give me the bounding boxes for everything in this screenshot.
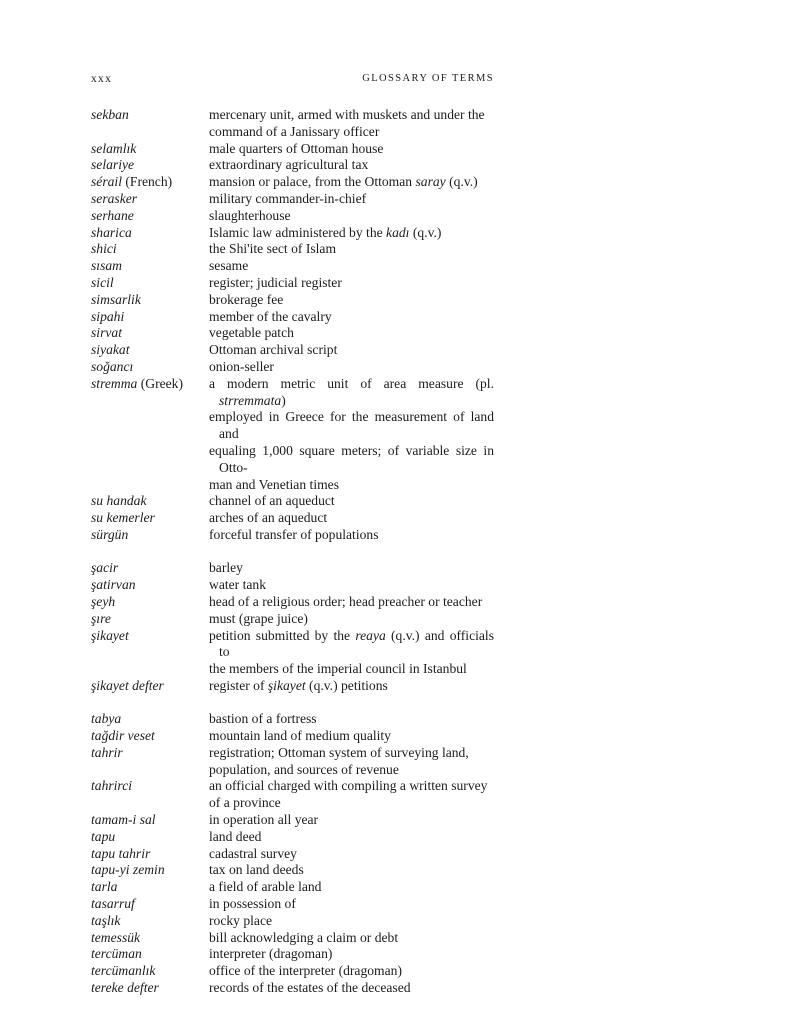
glossary-entry bbox=[91, 678, 494, 695]
entry-definition: male quarters of Ottoman house bbox=[209, 140, 384, 156]
entry-definition: extraordinary agricultural tax bbox=[209, 157, 369, 173]
entry-term: su handak bbox=[91, 493, 147, 509]
glossary-entry bbox=[91, 862, 494, 879]
entry-term: selariye bbox=[91, 157, 135, 173]
glossary-entry bbox=[91, 527, 494, 544]
glossary-entry bbox=[91, 913, 494, 930]
entry-definition: onion-seller bbox=[209, 358, 274, 374]
glossary-entry bbox=[91, 342, 494, 359]
entry-term: tereke defter bbox=[91, 980, 159, 996]
glossary-entry bbox=[91, 560, 494, 577]
entry-term: sirvat bbox=[91, 325, 122, 341]
entry-definition: military commander-in-chief bbox=[209, 190, 367, 206]
entry-term: sısam bbox=[91, 258, 122, 274]
glossary-entry bbox=[91, 728, 494, 745]
entry-term: serhane bbox=[91, 207, 134, 223]
glossary-list bbox=[91, 107, 494, 997]
glossary-entry bbox=[91, 107, 494, 141]
entry-definition: in operation all year bbox=[209, 812, 319, 828]
entry-term: sürgün bbox=[91, 526, 129, 542]
entry-term: simsarlik bbox=[91, 291, 141, 307]
entry-definition: must (grape juice) bbox=[209, 610, 308, 626]
entry-term: tahrirci bbox=[91, 778, 133, 794]
glossary-entry bbox=[91, 577, 494, 594]
glossary-entry bbox=[91, 510, 494, 527]
glossary-entry bbox=[91, 191, 494, 208]
entry-definition: channel of an aqueduct bbox=[209, 493, 335, 509]
glossary-entry bbox=[91, 359, 494, 376]
entry-term: şatirvan bbox=[91, 577, 136, 593]
glossary-entry bbox=[91, 376, 494, 494]
entry-term: selamlık bbox=[91, 140, 137, 156]
page-number: xxx bbox=[91, 73, 113, 85]
entry-definition: office of the interpreter (dragoman) bbox=[209, 963, 402, 979]
entry-definition: records of the estates of the deceased bbox=[209, 980, 411, 996]
entry-term: soğancı bbox=[91, 358, 134, 374]
glossary-entry bbox=[91, 946, 494, 963]
entry-term: tahrir bbox=[91, 744, 123, 760]
entry-definition: petition submitted by the reaya (q.v.) and officials to the members of the imperial council in Istanbul bbox=[209, 627, 494, 677]
entry-term: su kemerler bbox=[91, 510, 155, 526]
entry-definition: member of the cavalry bbox=[209, 308, 332, 324]
glossary-entry bbox=[91, 879, 494, 896]
entry-term: serasker bbox=[91, 190, 138, 206]
entry-term: şikayet bbox=[91, 627, 129, 643]
entry-term: sekban bbox=[91, 107, 129, 122]
entry-definition: bastion of a fortress bbox=[209, 711, 317, 727]
entry-term: stremma (Greek) bbox=[91, 375, 183, 391]
glossary-entry bbox=[91, 292, 494, 309]
glossary-entry bbox=[91, 594, 494, 611]
entry-term: şeyh bbox=[91, 593, 116, 609]
entry-definition: head of a religious order; head preacher or teacher bbox=[209, 593, 483, 609]
glossary-entry bbox=[91, 711, 494, 728]
glossary-entry bbox=[91, 611, 494, 628]
glossary-entry bbox=[91, 980, 494, 997]
entry-definition: an official charged with compiling a written survey of a province bbox=[209, 778, 488, 811]
entry-definition: bill acknowledging a claim or debt bbox=[209, 929, 399, 945]
entry-definition: Islamic law administered by the kadı (q.v.) bbox=[209, 224, 442, 240]
entry-term: tamam-i sal bbox=[91, 812, 156, 828]
running-head: GLOSSARY OF TERMS bbox=[362, 73, 494, 84]
entry-definition: slaughterhouse bbox=[209, 207, 291, 223]
entry-term: temessük bbox=[91, 929, 141, 945]
glossary-entry bbox=[91, 493, 494, 510]
section-gap bbox=[91, 544, 494, 561]
glossary-entry bbox=[91, 208, 494, 225]
glossary-entry bbox=[91, 258, 494, 275]
entry-definition: cadastral survey bbox=[209, 845, 297, 861]
entry-term: sicil bbox=[91, 274, 114, 290]
entry-term: şikayet defter bbox=[91, 677, 164, 693]
entry-definition: sesame bbox=[209, 258, 249, 274]
entry-definition: mountain land of medium quality bbox=[209, 728, 391, 744]
entry-definition: vegetable patch bbox=[209, 325, 294, 341]
entry-term: taşlık bbox=[91, 912, 121, 928]
glossary-entry bbox=[91, 325, 494, 342]
glossary-entry bbox=[91, 174, 494, 191]
entry-definition: tax on land deeds bbox=[209, 862, 304, 878]
glossary-entry bbox=[91, 829, 494, 846]
entry-definition: brokerage fee bbox=[209, 291, 284, 307]
entry-term: tasarruf bbox=[91, 896, 135, 912]
glossary-entry bbox=[91, 745, 494, 779]
entry-definition: land deed bbox=[209, 828, 262, 844]
entry-definition: a modern metric unit of area measure (pl. strremmata) employed in Greece for the measurement of land and equaling 1,000 square meters; of variable size in Otto- man and Venetian times bbox=[209, 375, 494, 492]
glossary-entry bbox=[91, 896, 494, 913]
entry-term: tapu-yi zemin bbox=[91, 862, 165, 878]
entry-term: şıre bbox=[91, 610, 111, 626]
entry-term: sipahi bbox=[91, 308, 125, 324]
entry-term: şacir bbox=[91, 560, 119, 576]
entry-definition: in possession of bbox=[209, 896, 296, 912]
entry-definition: registration; Ottoman system of surveying land, population, and sources of revenue bbox=[209, 744, 469, 777]
page-header bbox=[91, 73, 494, 89]
glossary-entry bbox=[91, 157, 494, 174]
entry-definition: forceful transfer of populations bbox=[209, 526, 379, 542]
entry-definition: register; judicial register bbox=[209, 274, 342, 290]
entry-definition: barley bbox=[209, 560, 243, 576]
glossary-entry bbox=[91, 778, 494, 812]
glossary-entry bbox=[91, 812, 494, 829]
entry-term: siyakat bbox=[91, 342, 130, 358]
entry-definition: mansion or palace, from the Ottoman saray (q.v.) bbox=[209, 174, 478, 190]
glossary-entry bbox=[91, 930, 494, 947]
glossary-entry bbox=[91, 846, 494, 863]
entry-definition: rocky place bbox=[209, 912, 273, 928]
entry-term: shicі bbox=[91, 241, 117, 257]
glossary-entry bbox=[91, 275, 494, 292]
entry-term: tağdir veset bbox=[91, 728, 155, 744]
entry-definition: the Shi'ite sect of Islam bbox=[209, 241, 337, 257]
glossary-entry bbox=[91, 225, 494, 242]
entry-term: tabya bbox=[91, 711, 122, 727]
entry-definition: a field of arable land bbox=[209, 879, 322, 895]
entry-definition: arches of an aqueduct bbox=[209, 510, 328, 526]
glossary-entry bbox=[91, 963, 494, 980]
entry-term: tercüman bbox=[91, 946, 142, 962]
glossary-entry bbox=[91, 241, 494, 258]
entry-definition: Ottoman archival script bbox=[209, 342, 338, 358]
entry-definition: mercenary unit, armed with muskets and under the command of a Janissary officer bbox=[209, 107, 485, 139]
entry-definition: register of şikayet (q.v.) petitions bbox=[209, 677, 388, 693]
entry-term: tapu bbox=[91, 828, 116, 844]
entry-term: tapu tahrir bbox=[91, 845, 151, 861]
entry-term: sharicа bbox=[91, 224, 132, 240]
glossary-entry bbox=[91, 309, 494, 326]
entry-term: tarla bbox=[91, 879, 118, 895]
section-gap bbox=[91, 695, 494, 712]
glossary-entry bbox=[91, 141, 494, 158]
glossary-entry bbox=[91, 628, 494, 678]
entry-term: sérail (French) bbox=[91, 174, 173, 190]
entry-term: tercümanlık bbox=[91, 963, 156, 979]
entry-definition: water tank bbox=[209, 577, 266, 593]
entry-definition: interpreter (dragoman) bbox=[209, 946, 333, 962]
